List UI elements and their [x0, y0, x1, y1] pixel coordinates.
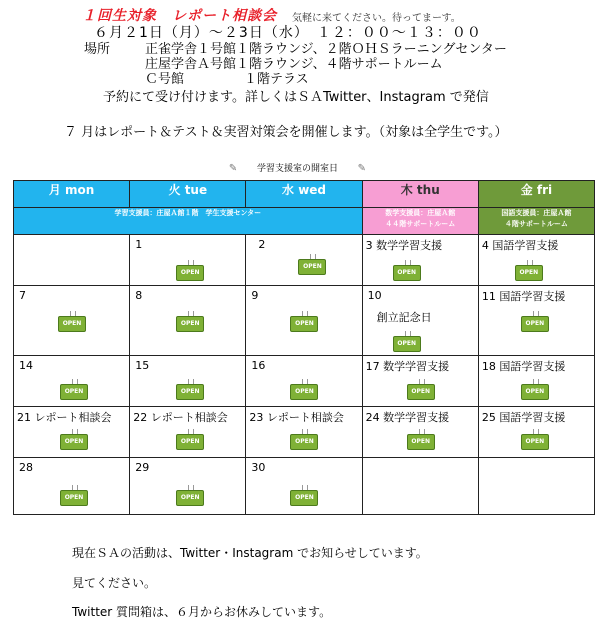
open-sign-icon: OPEN — [393, 336, 421, 352]
footer-line-2: 見てください。 — [72, 576, 157, 590]
venue-line-2: 庄屋学舎Ａ号館１階ラウンジ、４階サポートルーム — [145, 57, 443, 72]
pencil-icon: ✎ — [228, 163, 238, 174]
support-info-thu — [362, 208, 478, 235]
support-info-mon-wed: 学習支援員：庄屋Ａ館１階 学生支援センター — [14, 208, 363, 235]
calendar-cell — [130, 286, 246, 356]
footer-line-1: 現在ＳＡの活動は、Twitter・Instagram でお知らせしています。 — [72, 546, 428, 560]
calendar-cell — [130, 235, 246, 286]
calendar-cell — [246, 286, 362, 356]
session-label: 4 国語学習支援 — [481, 239, 559, 252]
calendar-title: 学習支援室の開室日 — [256, 164, 338, 174]
header-tue: 火 tue — [130, 181, 246, 208]
open-sign-icon: OPEN — [407, 384, 435, 400]
holiday-label: 創立記念日 — [376, 311, 432, 324]
day-number: 1 — [135, 238, 143, 251]
calendar-cell — [14, 356, 130, 407]
open-sign-icon: OPEN — [290, 434, 318, 450]
session-label: 11 国語学習支援 — [481, 290, 566, 303]
day-number: 29 — [135, 461, 150, 474]
open-sign-icon: OPEN — [290, 384, 318, 400]
calendar-cell — [14, 286, 130, 356]
day-number: 28 — [19, 461, 33, 474]
open-sign-icon: OPEN — [521, 434, 549, 450]
calendar-table — [13, 180, 595, 515]
calendar-cell — [362, 286, 478, 356]
open-sign-icon: OPEN — [393, 265, 421, 281]
calendar-cell — [478, 235, 594, 286]
calendar-cell — [14, 407, 130, 458]
calendar-cell — [14, 458, 130, 515]
support-info-fri — [478, 208, 594, 235]
session-label: 22 レポート相談会 — [133, 411, 228, 424]
open-sign-icon: OPEN — [58, 316, 86, 332]
calendar-cell — [362, 356, 478, 407]
calendar-cell — [362, 407, 478, 458]
open-sign-icon: OPEN — [60, 384, 88, 400]
venue-line-3-detail: １階テラス — [244, 72, 309, 87]
calendar-cell — [246, 356, 362, 407]
session-label: 3 数学学習支援 — [365, 239, 443, 252]
open-sign-icon: OPEN — [176, 384, 204, 400]
day-number: 30 — [251, 461, 266, 474]
open-sign-icon: OPEN — [290, 316, 318, 332]
day-number: 2 — [258, 238, 266, 251]
venue-line-1: 正雀学舎１号館１階ラウンジ、２階ＯＨＳラーニングセンター — [145, 42, 507, 57]
calendar-cell — [246, 458, 362, 515]
venue-label: 場所 — [84, 42, 111, 57]
session-label: 17 数学学習支援 — [365, 360, 450, 373]
day-number: 10 — [367, 289, 382, 302]
session-label: 18 国語学習支援 — [481, 360, 566, 373]
calendar-cell — [478, 407, 594, 458]
header-wed: 水 wed — [246, 181, 362, 208]
session-label: 23 レポート相談会 — [249, 411, 344, 424]
pencil-icon: ✎ — [357, 163, 367, 174]
open-sign-icon: OPEN — [521, 316, 549, 332]
july-notice: ７ 月はレポート＆テスト＆実習対策会を開催します。（対象は全学生です。） — [64, 125, 508, 140]
open-sign-icon: OPEN — [176, 490, 204, 506]
calendar-cell — [246, 407, 362, 458]
calendar-cell-empty — [14, 235, 130, 286]
calendar-cell — [478, 356, 594, 407]
session-label: 24 数学学習支援 — [365, 411, 450, 424]
calendar-cell — [362, 235, 478, 286]
header-thu: 木 thu — [362, 181, 478, 208]
session-label: 25 国語学習支援 — [481, 411, 566, 424]
calendar-cell-empty — [362, 458, 478, 515]
venue-line-3: Ｃ号館 — [145, 72, 185, 87]
open-sign-icon: OPEN — [407, 434, 435, 450]
page-subtitle: 気軽に来てください。待ってまーす。 — [292, 13, 461, 24]
open-sign-icon: OPEN — [60, 490, 88, 506]
calendar-cell — [478, 286, 594, 356]
calendar-cell-empty — [478, 458, 594, 515]
open-sign-icon: OPEN — [176, 316, 204, 332]
open-sign-icon: OPEN — [298, 259, 326, 275]
calendar-cell — [130, 356, 246, 407]
day-number: 9 — [251, 289, 259, 302]
header-mon: 月 mon — [14, 181, 130, 208]
calendar-cell — [246, 235, 362, 286]
day-number: 14 — [19, 359, 33, 372]
header-fri: 金 fri — [478, 181, 594, 208]
calendar-title-row — [0, 161, 595, 174]
open-sign-icon: OPEN — [521, 384, 549, 400]
support-info-fri-line1: 国語支援員：庄屋Ａ館 — [501, 209, 572, 217]
day-number: 16 — [251, 359, 266, 372]
day-number: 8 — [135, 289, 143, 302]
calendar-cell — [130, 458, 246, 515]
calendar-cell — [130, 407, 246, 458]
day-number: 15 — [135, 359, 150, 372]
session-label: 21 レポート相談会 — [17, 411, 112, 424]
open-sign-icon: OPEN — [60, 434, 88, 450]
footer-line-3: Twitter 質問箱は、６月からお休みしています。 — [72, 605, 332, 619]
support-info-thu-line2: ４４階サポートルーム — [385, 220, 456, 228]
support-info-thu-line1: 数学支援員：庄屋Ａ館 — [385, 209, 456, 217]
reservation-note: 予約にて受け付けます。詳しくはＳＡTwitter、Instagram で発信 — [103, 90, 489, 105]
open-sign-icon: OPEN — [176, 265, 204, 281]
day-number: 7 — [19, 289, 26, 302]
event-date-time: ６月２1日（月）～２3日（水） １２：００～１３：００ — [94, 25, 482, 41]
open-sign-icon: OPEN — [290, 490, 318, 506]
page-title: １回生対象 レポート相談会 — [82, 8, 277, 24]
open-sign-icon: OPEN — [515, 265, 543, 281]
open-sign-icon: OPEN — [176, 434, 204, 450]
support-info-fri-line2: ４階サポートルーム — [504, 220, 568, 228]
